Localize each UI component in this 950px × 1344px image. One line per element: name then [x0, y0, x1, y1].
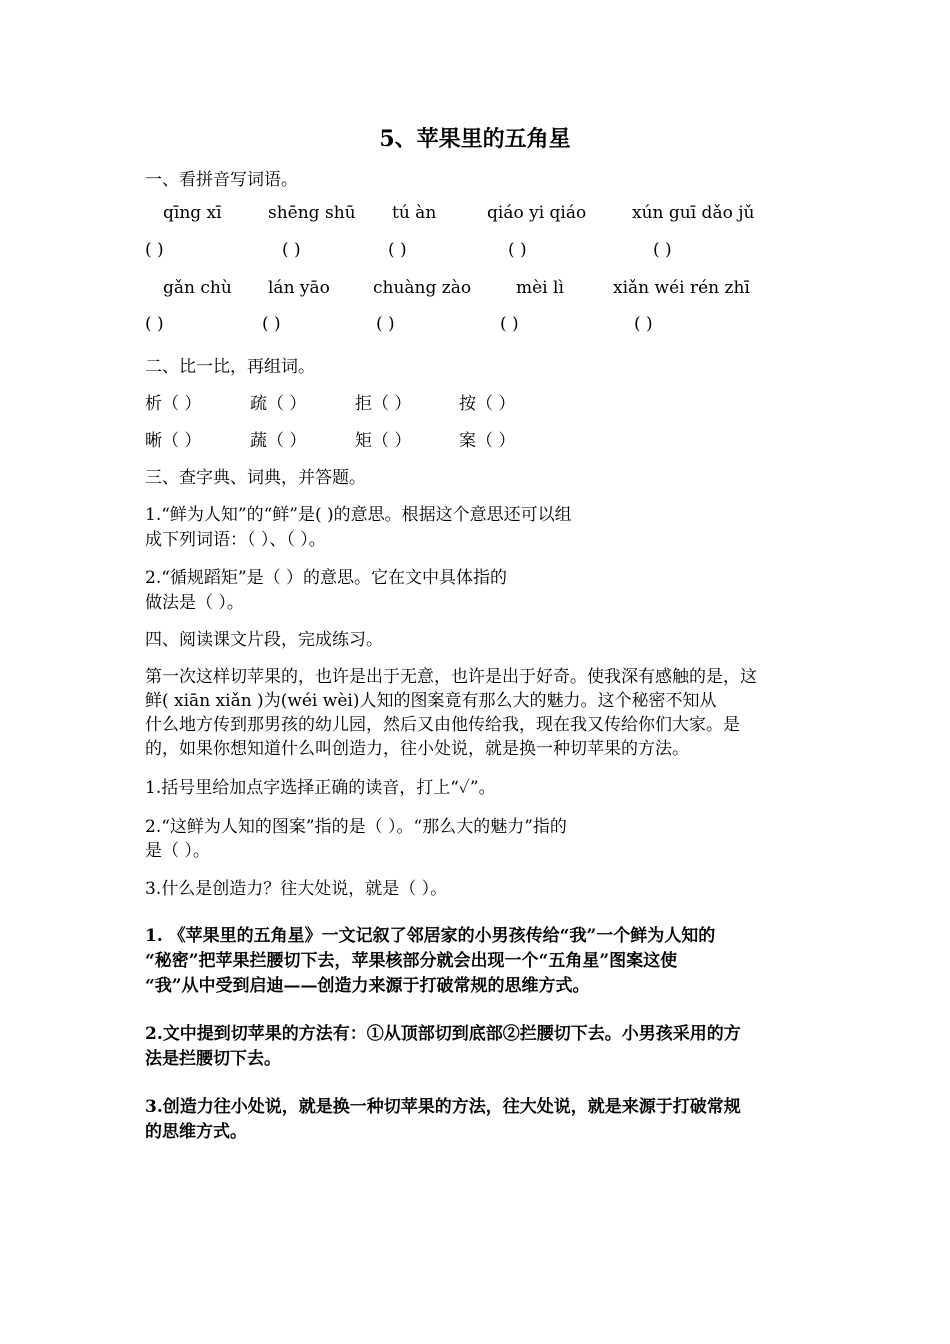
- section3-q2-line2: 做法是（ ）。: [145, 593, 244, 613]
- blank-1-3: ( ): [388, 240, 407, 260]
- section4-heading: 四、阅读课文片段，完成练习。: [145, 630, 383, 650]
- section3-q1-line2: 成下列词语：（ ）、（ ）。: [145, 530, 326, 550]
- compare-2-2: 蔬（ ）: [250, 431, 307, 451]
- compare-1-1: 析（ ）: [145, 394, 202, 414]
- pinyin-1-4: qiáo yi qiáo: [487, 203, 587, 223]
- answer2-line1: 2.文中提到切苹果的方法有：①从顶部切到底部②拦腰切下去。小男孩采用的方: [145, 1024, 741, 1044]
- section3-q1-line1: 1.“鲜为人知”的“鲜”是( )的意思。根据这个意思还可以组: [145, 505, 572, 525]
- pinyin-1-3: tú àn: [392, 203, 437, 223]
- compare-1-2: 疏（ ）: [250, 394, 307, 414]
- answer1-line3: “我”从中受到启迪——创造力来源于打破常规的思维方式。: [145, 976, 590, 996]
- pinyin-2-5: xiǎn wéi rén zhī: [613, 278, 750, 298]
- passage-line-1: 第一次这样切苹果的，也许是出于无意，也许是出于好奇。使我深有感触的是，这: [145, 667, 757, 687]
- section3-q2-line1: 2.“循规蹈矩”是（ ）的意思。它在文中具体指的: [145, 568, 508, 588]
- passage-line-4: 的，如果你想知道什么叫创造力，往小处说，就是换一种切苹果的方法。: [145, 739, 689, 759]
- blank-1-4: ( ): [508, 240, 527, 260]
- compare-1-3: 拒（ ）: [355, 394, 412, 414]
- answer3-line1: 3.创造力往小处说，就是换一种切苹果的方法，往大处说，就是来源于打破常规: [145, 1097, 741, 1117]
- section4-q2-line1: 2.“这鲜为人知的图案”指的是（ ）。“那么大的魅力”指的: [145, 817, 567, 837]
- pinyin-2-3: chuàng zào: [373, 278, 472, 298]
- blank-2-2: ( ): [262, 314, 281, 334]
- blank-2-1: ( ): [145, 314, 164, 334]
- blank-1-2: ( ): [282, 240, 301, 260]
- pinyin-2-1: gǎn chù: [163, 278, 232, 298]
- passage-line-2: 鲜( xiān xiǎn )为(wéi wèi)人知的图案竟有那么大的魅力。这个秘密不知从: [145, 691, 717, 711]
- answer3-line2: 的思维方式。: [145, 1122, 247, 1142]
- page-title: 5、苹果里的五角星: [379, 126, 571, 152]
- pinyin-1-1: qīng xī: [163, 203, 222, 223]
- blank-1-1: ( ): [145, 240, 164, 260]
- section4-q1: 1.括号里给加点字选择正确的读音，打上“✓”。: [145, 778, 496, 798]
- pinyin-1-5: xún guī dǎo jǔ: [632, 203, 755, 223]
- pinyin-1-2: shēng shū: [268, 203, 356, 223]
- blank-2-5: ( ): [634, 314, 653, 334]
- blank-2-4: ( ): [500, 314, 519, 334]
- pinyin-2-2: lán yāo: [268, 278, 330, 298]
- compare-1-4: 按（ ）: [459, 394, 516, 414]
- section4-q2-line2: 是（ ）。: [145, 841, 210, 861]
- blank-1-5: ( ): [653, 240, 672, 260]
- section4-q3: 3.什么是创造力？往大处说，就是（ ）。: [145, 879, 448, 899]
- section2-heading: 二、比一比，再组词。: [145, 357, 315, 377]
- blank-2-3: ( ): [376, 314, 395, 334]
- passage-line-3: 什么地方传到那男孩的幼儿园，然后又由他传给我，现在我又传给你们大家。是: [145, 715, 740, 735]
- pinyin-2-4: mèi lì: [516, 278, 564, 298]
- compare-2-4: 案（ ）: [459, 431, 516, 451]
- section3-heading: 三、查字典、词典，并答题。: [145, 468, 366, 488]
- answer1-line2: “秘密”把苹果拦腰切下去，苹果核部分就会出现一个“五角星”图案这使: [145, 951, 678, 971]
- compare-2-1: 晰（ ）: [145, 431, 202, 451]
- compare-2-3: 矩（ ）: [355, 431, 412, 451]
- answer2-line2: 法是拦腰切下去。: [145, 1049, 281, 1069]
- section1-heading: 一、看拼音写词语。: [145, 170, 298, 190]
- answer1-line1: 1. 《苹果里的五角星》一文记叙了邻居家的小男孩传给“我”一个鲜为人知的: [145, 926, 716, 946]
